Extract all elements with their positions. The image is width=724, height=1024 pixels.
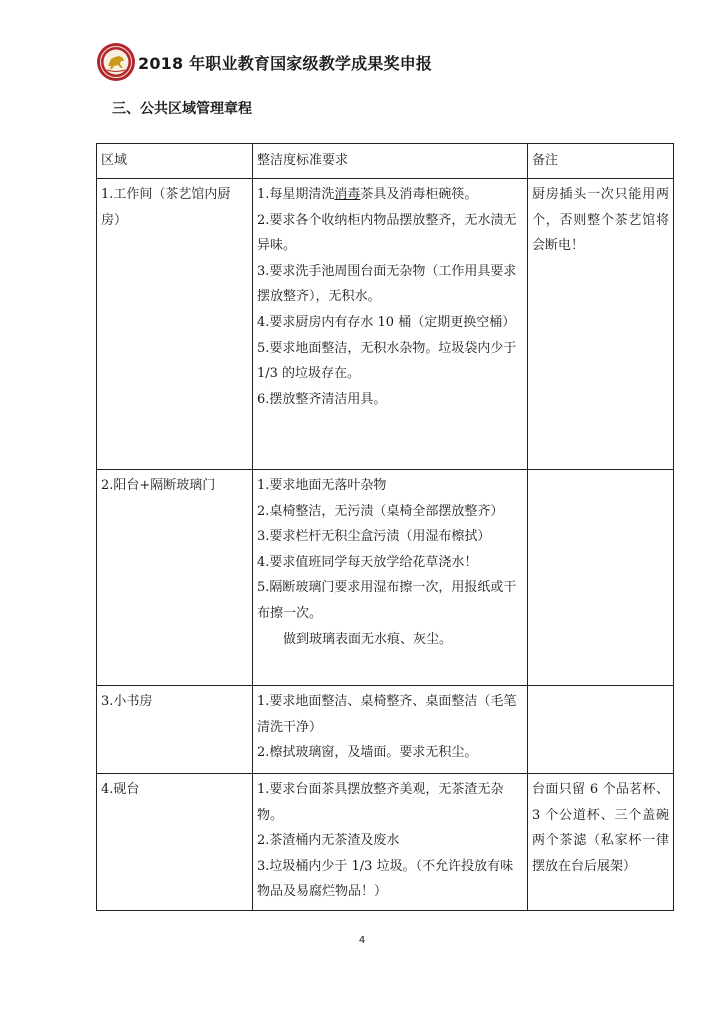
standard-item: 4.要求厨房内有存水 10 桶（定期更换空桶） — [257, 314, 516, 330]
page-header — [96, 42, 656, 82]
column-header-area: 区域 — [97, 144, 253, 179]
table-row — [97, 179, 674, 470]
area-cell: 1.工作间（茶艺馆内厨房） — [97, 179, 253, 470]
standard-item: 1.要求台面茶具摆放整齐美观，无茶渣无杂物。 — [257, 782, 504, 823]
table-row — [97, 470, 674, 686]
underlined-text: 消毒 — [334, 187, 361, 202]
standards-cell — [253, 470, 528, 686]
standards-cell — [253, 686, 528, 774]
standard-item: 2.桌椅整洁，无污渍（桌椅全部摆放整齐） — [257, 503, 504, 519]
table-row — [97, 686, 674, 774]
standard-item: 4.要求值班同学每天放学给花草浇水！ — [257, 554, 478, 570]
standard-item: 5.隔断玻璃门要求用湿布擦一次，用报纸或干布擦一次。 — [257, 580, 517, 621]
rules-table — [96, 143, 674, 911]
standard-item: 3.要求洗手池周围台面无杂物（工作用具要求摆放整齐），无积水。 — [257, 263, 517, 305]
area-cell: 4.砚台 — [97, 774, 253, 911]
standard-item: 2.要求各个收纳柜内物品摆放整齐，无水渍无异味。 — [257, 212, 517, 254]
table-header-row — [97, 144, 674, 179]
standard-item: 1.要求地面无落叶杂物 — [257, 478, 387, 493]
area-cell: 3.小书房 — [97, 686, 253, 774]
standard-item: 3.要求栏杆无积尘盒污渍（用湿布檫拭） — [257, 529, 491, 545]
note-cell — [528, 470, 674, 686]
area-cell: 2.阳台+隔断玻璃门 — [97, 470, 253, 686]
standard-item: 1.每星期清洗消毒茶具及消毒柜碗筷。 — [257, 187, 478, 202]
page-number: 4 — [358, 935, 366, 946]
header-title: 2018 年职业教育国家级教学成果奖申报 — [138, 54, 433, 73]
standard-item: 做到玻璃表面无水痕、灰尘。 — [283, 631, 453, 647]
standard-item: 3.垃圾桶内少于 1/3 垃圾。（不允许投放有味物品及易腐烂物品！） — [257, 858, 514, 900]
standard-item: 6.摆放整齐清洁用具。 — [257, 391, 387, 407]
standards-cell — [253, 774, 528, 911]
school-logo-icon — [96, 42, 136, 82]
note-cell — [528, 686, 674, 774]
column-header-notes: 备注 — [528, 144, 674, 179]
standard-item: 2.檫拭玻璃窗，及墙面。要求无积尘。 — [257, 745, 478, 761]
standard-item: 2.茶渣桶内无茶渣及废水 — [257, 833, 400, 849]
section-title: 三、公共区域管理章程 — [112, 101, 252, 117]
standard-item: 5.要求地面整洁，无积水杂物。垃圾袋内少于 1/3 的垃圾存在。 — [257, 340, 517, 382]
standards-cell — [253, 179, 528, 470]
column-header-standards: 整洁度标准要求 — [253, 144, 528, 179]
table-row — [97, 774, 674, 911]
standard-item: 1.要求地面整洁、桌椅整齐、桌面整洁（毛笔清洗干净） — [257, 694, 517, 735]
note-cell: 台面只留 6 个品茗杯、3 个公道杯、三个盖碗两个茶滤（私家杯一律摆放在台后展架） — [528, 774, 674, 911]
note-cell: 厨房插头一次只能用两个，否则整个茶艺馆将会断电！ — [528, 179, 674, 470]
